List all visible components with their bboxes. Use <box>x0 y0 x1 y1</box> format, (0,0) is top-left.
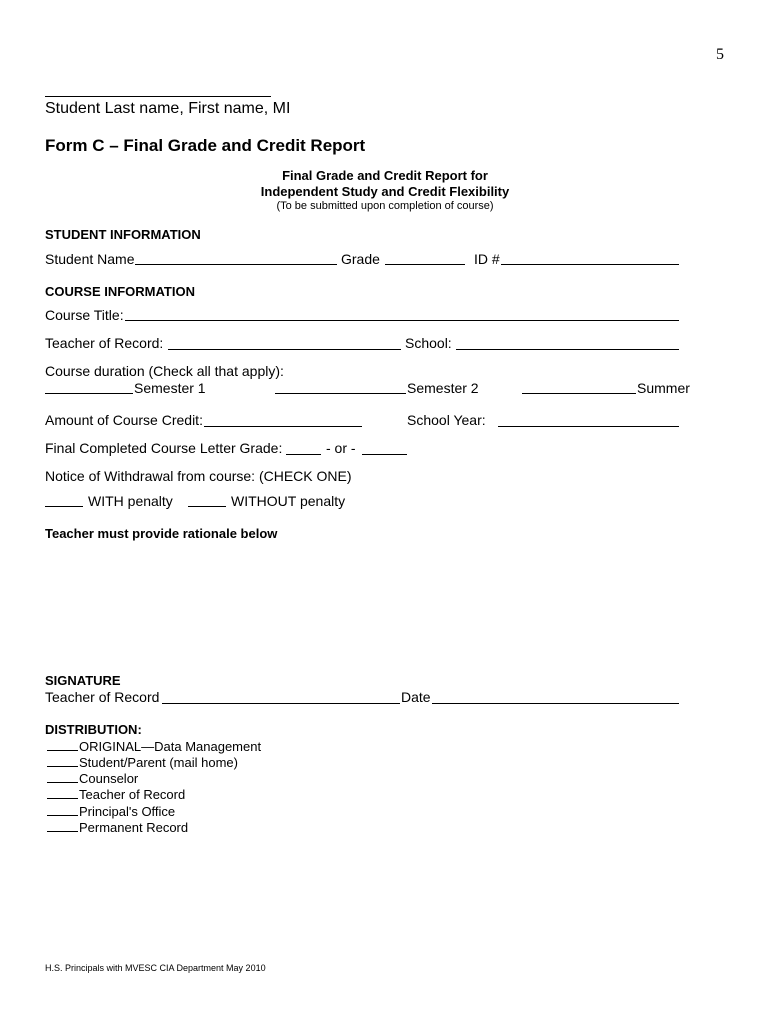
teacher-signature-label: Teacher of Record <box>45 689 160 705</box>
distribution-item[interactable]: Permanent Record <box>47 820 188 835</box>
summer-checkbox-line[interactable] <box>522 393 636 394</box>
student-name-label: Student Name <box>45 251 135 267</box>
distribution-item[interactable]: Principal's Office <box>47 804 175 819</box>
school-year-field[interactable] <box>498 426 679 427</box>
course-title-label: Course Title: <box>45 307 124 323</box>
without-penalty-label: WITHOUT penalty <box>231 493 346 509</box>
date-label: Date <box>401 689 431 705</box>
without-penalty-checkbox-line[interactable] <box>188 506 226 507</box>
rationale-instruction: Teacher must provide rationale below <box>45 526 278 541</box>
semester1-label: Semester 1 <box>134 380 206 396</box>
form-title: Form C – Final Grade and Credit Report <box>45 136 366 155</box>
subtitle-note: (To be submitted upon completion of course) <box>276 200 494 212</box>
school-field[interactable] <box>456 349 679 350</box>
student-name-field[interactable] <box>135 264 337 265</box>
distribution-item[interactable]: Counselor <box>47 771 138 786</box>
page-number: 5 <box>716 46 724 63</box>
id-field[interactable] <box>501 264 679 265</box>
distribution-item[interactable]: Student/Parent (mail home) <box>47 755 238 770</box>
student-name-caption: Student Last name, First name, MI <box>45 100 291 117</box>
school-label: School: <box>405 335 452 351</box>
letter-grade-field[interactable] <box>286 454 321 455</box>
course-info-heading: COURSE INFORMATION <box>45 284 195 299</box>
with-penalty-label: WITH penalty <box>88 493 173 509</box>
rationale-area[interactable] <box>45 548 679 660</box>
duration-label: Course duration (Check all that apply): <box>45 363 284 379</box>
letter-grade-label: Final Completed Course Letter Grade: <box>45 440 283 456</box>
semester1-checkbox-line[interactable] <box>45 393 133 394</box>
withdrawal-label: Notice of Withdrawal from course: (CHECK ONE) <box>45 468 352 484</box>
subtitle-line1: Final Grade and Credit Report for <box>282 168 488 183</box>
course-title-field[interactable] <box>125 320 679 321</box>
semester2-checkbox-line[interactable] <box>275 393 406 394</box>
grade-field[interactable] <box>385 264 465 265</box>
credit-label: Amount of Course Credit: <box>45 412 203 428</box>
credit-field[interactable] <box>204 426 362 427</box>
teacher-signature-field[interactable] <box>162 703 400 704</box>
distribution-item[interactable]: ORIGINAL—Data Management <box>47 739 261 754</box>
or-label: - or - <box>326 440 356 456</box>
grade-label: Grade <box>341 251 380 267</box>
subtitle-line2: Independent Study and Credit Flexibility <box>260 184 510 199</box>
footer-text: H.S. Principals with MVESC CIA Department May 2010 <box>45 963 266 973</box>
summer-label: Summer <box>637 380 690 396</box>
signature-heading: SIGNATURE <box>45 673 121 688</box>
distribution-item[interactable]: Teacher of Record <box>47 787 185 802</box>
semester2-label: Semester 2 <box>407 380 479 396</box>
student-info-heading: STUDENT INFORMATION <box>45 227 201 242</box>
id-label: ID # <box>474 251 500 267</box>
distribution-heading: DISTRIBUTION: <box>45 722 142 737</box>
letter-grade-alt-field[interactable] <box>362 454 407 455</box>
teacher-label: Teacher of Record: <box>45 335 164 351</box>
school-year-label: School Year: <box>407 412 486 428</box>
with-penalty-checkbox-line[interactable] <box>45 506 83 507</box>
date-field[interactable] <box>432 703 679 704</box>
student-name-signature-line[interactable] <box>45 96 271 97</box>
teacher-field[interactable] <box>168 349 401 350</box>
